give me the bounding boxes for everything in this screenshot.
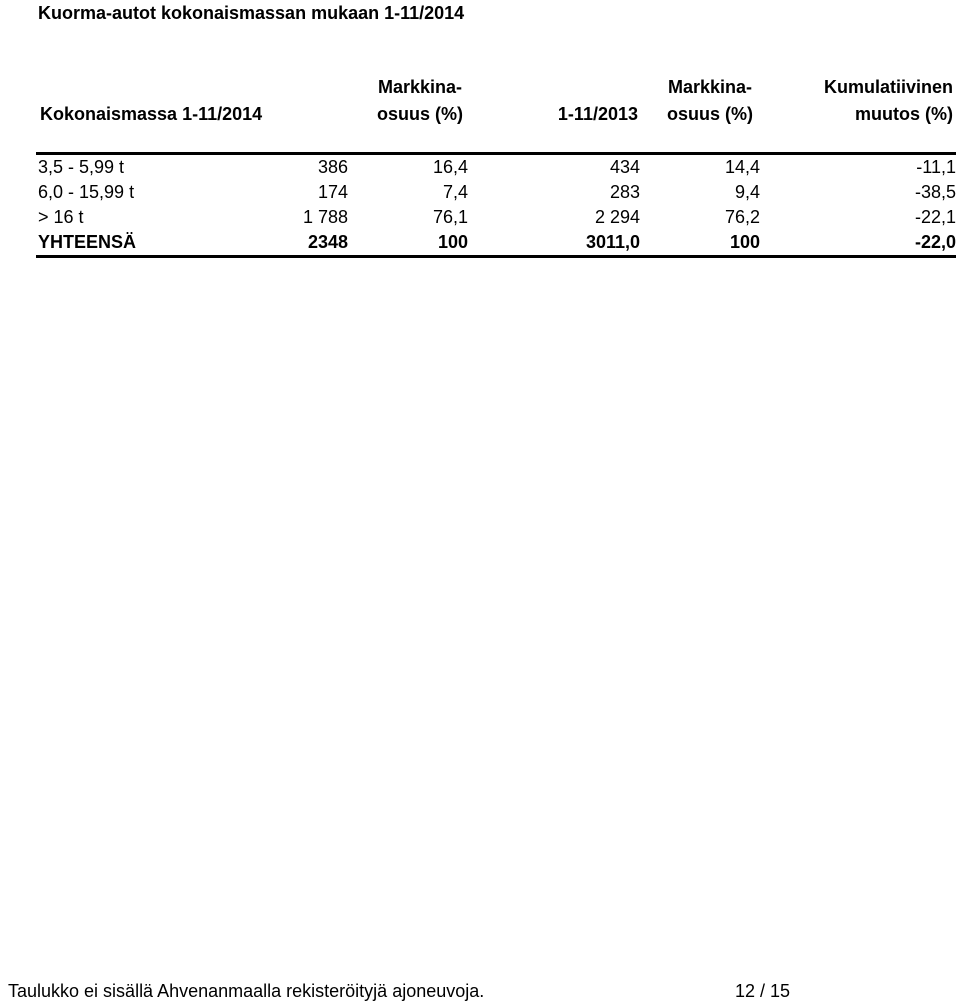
cell-share-2013: 9,4 [734, 182, 760, 202]
row-label: > 16 t [38, 207, 84, 227]
header-cumulative-change-line1: Kumulatiivinen [823, 77, 953, 97]
cell-change: -11,1 [916, 157, 956, 177]
table-row [36, 205, 956, 230]
total-volume-2014: 2348 [172, 230, 348, 257]
page-number: 12 / 15 [735, 981, 791, 1001]
header-market-share-2014-line1: Markkina- [377, 77, 463, 97]
header-kokonaismassa [40, 101, 262, 128]
cell-volume-2013: 283 [609, 182, 640, 202]
header-year-2013-label: 1-11/2013 [557, 104, 638, 124]
table-total-row [36, 230, 956, 257]
table-row [36, 180, 956, 205]
cell-volume-2013: 2 294 [594, 207, 640, 227]
header-market-share-2014-line2: osuus (%) [376, 104, 463, 124]
header-market-share-2013-line1: Markkina- [667, 77, 753, 97]
total-change: -22,0 [760, 230, 956, 257]
data-table [36, 152, 956, 258]
cell-share-2014: 16,4 [432, 157, 468, 177]
cell-share-2014: 7,4 [442, 182, 468, 202]
table-row [36, 155, 956, 180]
header-year-2013 [520, 101, 638, 128]
cell-share-2014: 76,1 [432, 207, 468, 227]
total-label: YHTEENSÄ [36, 230, 172, 257]
row-label: 6,0 - 15,99 t [38, 182, 135, 202]
cell-share-2013: 14,4 [724, 157, 760, 177]
header-market-share-2013 [650, 74, 770, 128]
cell-share-2013: 76,2 [724, 207, 760, 227]
page-title: Kuorma-autot kokonaismassan mukaan 1-11/2014 [38, 3, 465, 23]
total-share-2014: 100 [348, 230, 468, 257]
row-label: 3,5 - 5,99 t [38, 157, 125, 177]
cell-change: -22,1 [914, 207, 956, 227]
header-cumulative-change [790, 74, 953, 128]
cell-volume-2014: 174 [317, 182, 348, 202]
header-kokonaismassa-label: Kokonaismassa 1-11/2014 [40, 104, 263, 124]
cell-volume-2013: 434 [609, 157, 640, 177]
cell-change: -38,5 [914, 182, 956, 202]
footer-note: Taulukko ei sisällä Ahvenanmaalla rekisteröityjä ajoneuvoja. [8, 981, 485, 1001]
header-market-share-2013-line2: osuus (%) [666, 104, 753, 124]
cell-volume-2014: 1 788 [302, 207, 348, 227]
cell-volume-2014: 386 [317, 157, 348, 177]
header-market-share-2014 [360, 74, 480, 128]
total-share-2013: 100 [640, 230, 760, 257]
total-volume-2013: 3011,0 [468, 230, 640, 257]
header-cumulative-change-line2: muutos (%) [855, 104, 953, 124]
